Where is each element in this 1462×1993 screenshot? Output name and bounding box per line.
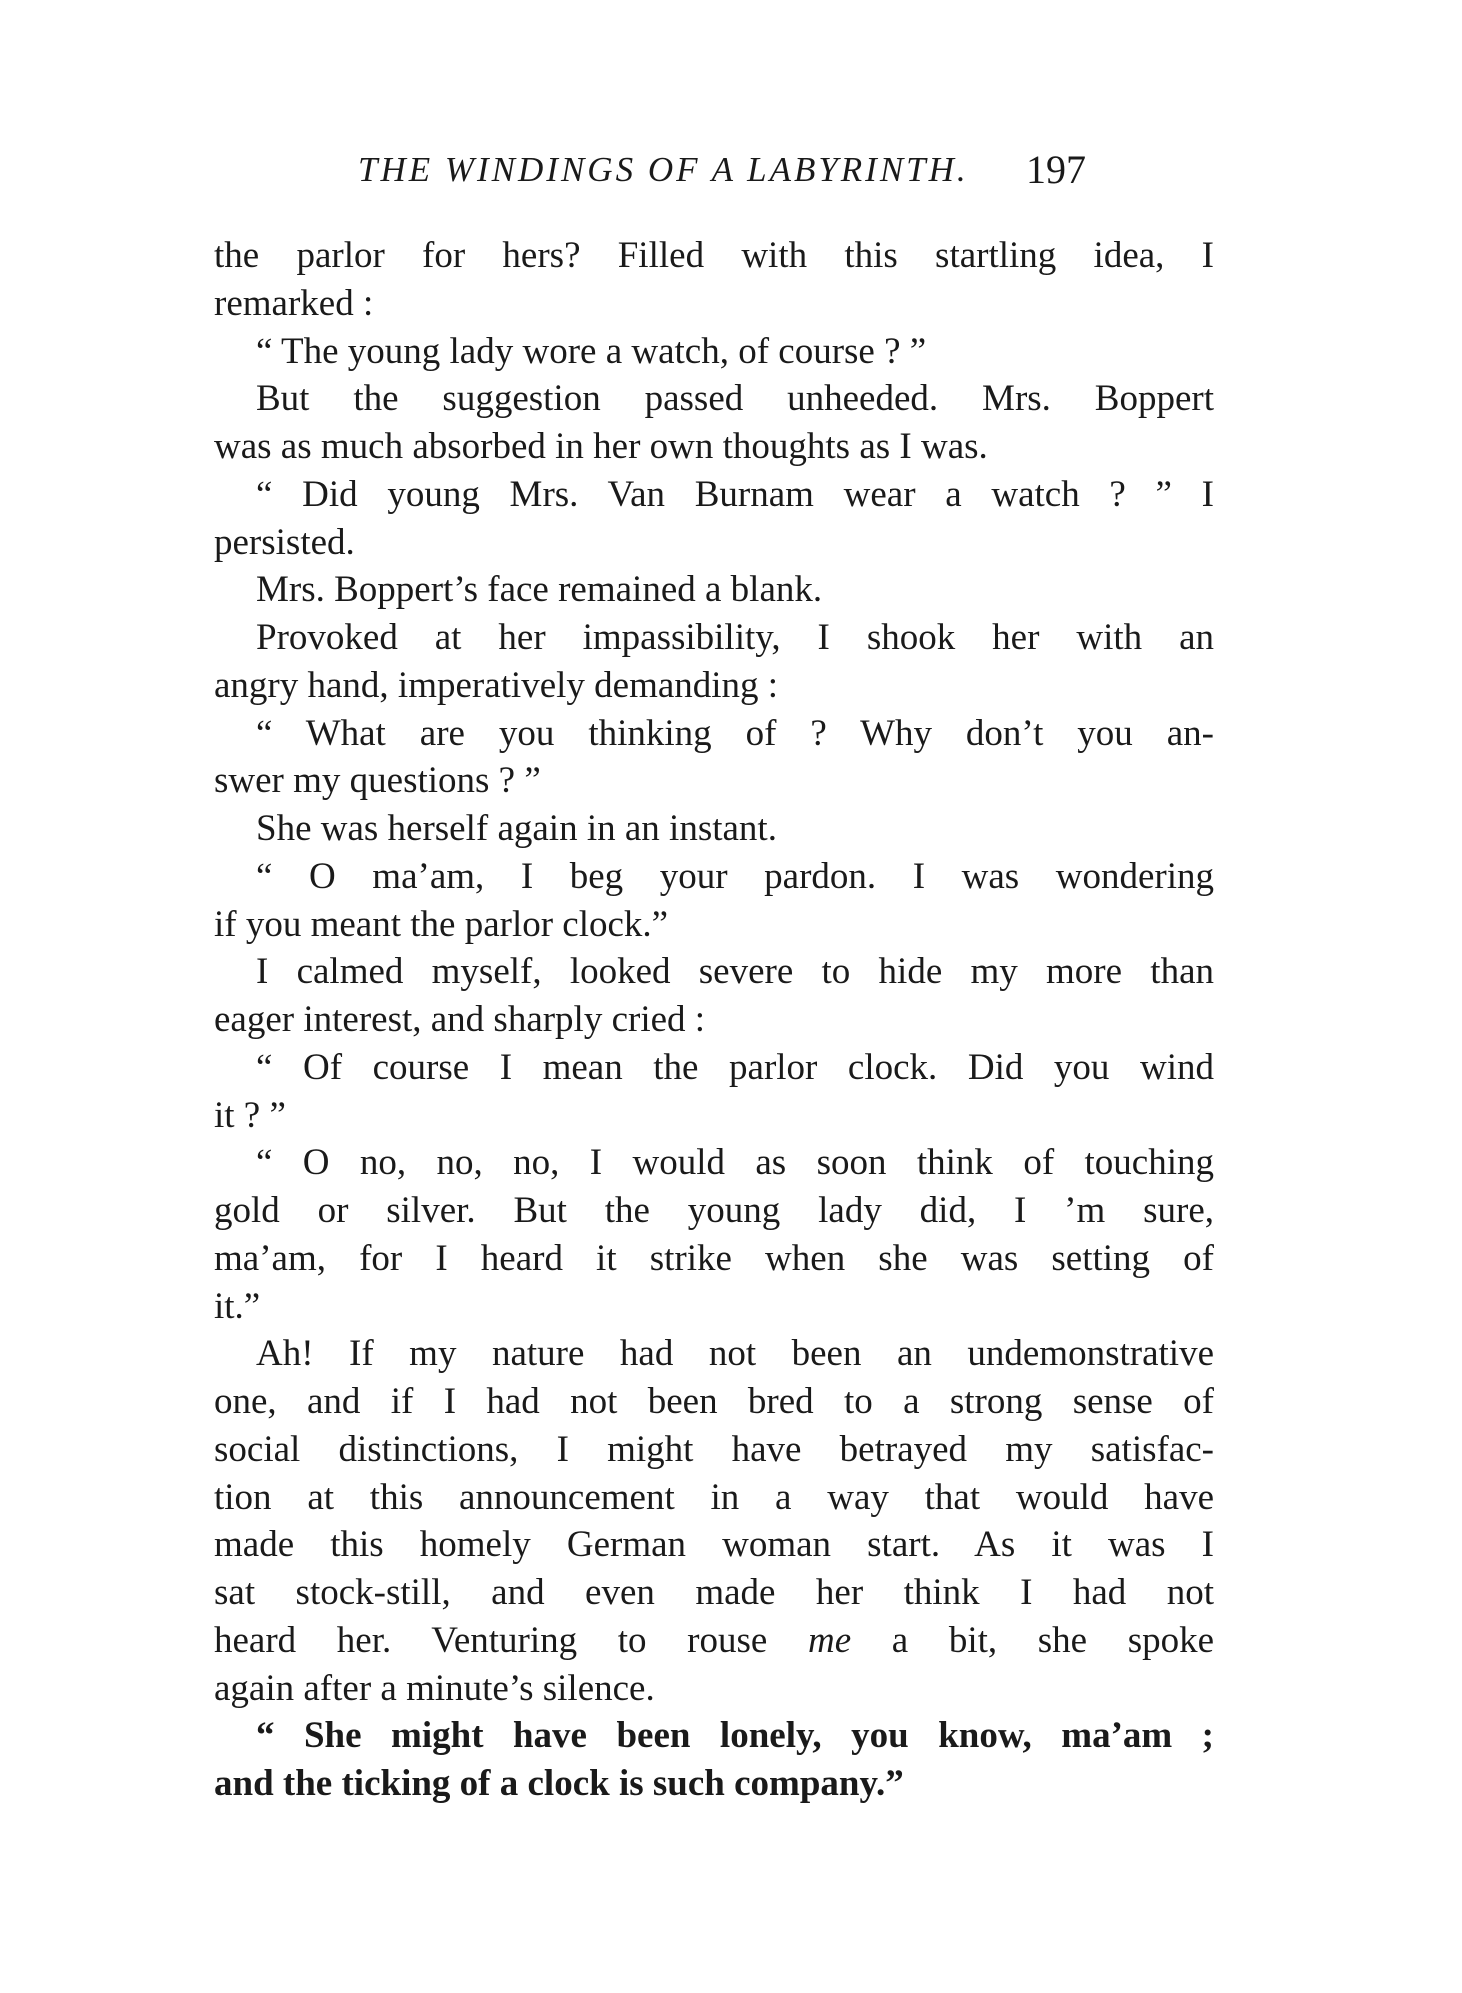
text-line: it.” [214,1285,261,1327]
text-line: “ Did young Mrs. Van Burnam wear a watch ? ” I [256,473,1214,515]
text-line: ma’am, for I heard it strike when she was setting of [214,1237,1214,1279]
text-segment: heard her. Venturing to rouse [214,1619,768,1661]
text-line: and the ticking of a clock is such company.” [214,1763,904,1804]
text-line: Ah! If my nature had not been an undemonstrative [256,1333,1214,1375]
text-line: sat stock-still, and even made her think I had not [214,1572,1214,1613]
text-line: was as much absorbed in her own thoughts as I was. [214,426,988,467]
text-line: angry hand, imperatively demanding : [214,664,779,706]
text-line: But the suggestion passed unheeded. Mrs. Boppert [256,378,1214,420]
text-segment: a bit, she spoke [891,1619,1215,1661]
text-line: persisted. [214,521,355,563]
text-line: Mrs. Boppert’s face remained a blank. [256,569,823,611]
text-line: remarked : [214,282,374,324]
page-header [214,140,1214,200]
text-line: social distinctions, I might have betrayed my satisfac- [214,1428,1214,1470]
page-number: 197 [1026,147,1086,192]
text-line: made this homely German woman start. As it was I [214,1524,1214,1566]
text-line: “ The young lady wore a watch, of course ? ” [256,330,927,372]
text-line: it ? ” [214,1094,286,1136]
running-title: THE WINDINGS OF A LABYRINTH. [358,150,969,189]
text-line: one, and if I had not been bred to a strong sense of [214,1381,1214,1422]
text-line: tion at this announcement in a way that would have [214,1476,1214,1518]
text-line: eager interest, and sharply cried : [214,999,706,1040]
emphasis-text: me [807,1619,852,1661]
text-line: swer my questions ? ” [214,760,541,802]
text-line: the parlor for hers? Filled with this startling idea, I [214,235,1214,276]
text-line: “ What are you thinking of ? Why don’t you an- [256,712,1214,754]
text-line: if you meant the parlor clock.” [214,903,669,945]
text-line: “ Of course I mean the parlor clock. Did you wind [256,1046,1214,1088]
text-line: “ She might have been lonely, you know, ma’am ; [256,1715,1214,1757]
text-line: “ O no, no, no, I would as soon think of touching [256,1142,1214,1184]
text-line [214,1617,1214,1665]
text-line: gold or silver. But the young lady did, I ’m sure, [214,1190,1214,1231]
text-line: again after a minute’s silence. [214,1667,655,1709]
text-line: “ O ma’am, I beg your pardon. I was wondering [256,855,1214,897]
body-text [214,232,1214,1808]
text-line: I calmed myself, looked severe to hide my more than [256,951,1214,993]
text-line: She was herself again in an instant. [256,808,777,849]
text-line: Provoked at her impassibility, I shook her with an [256,617,1214,658]
